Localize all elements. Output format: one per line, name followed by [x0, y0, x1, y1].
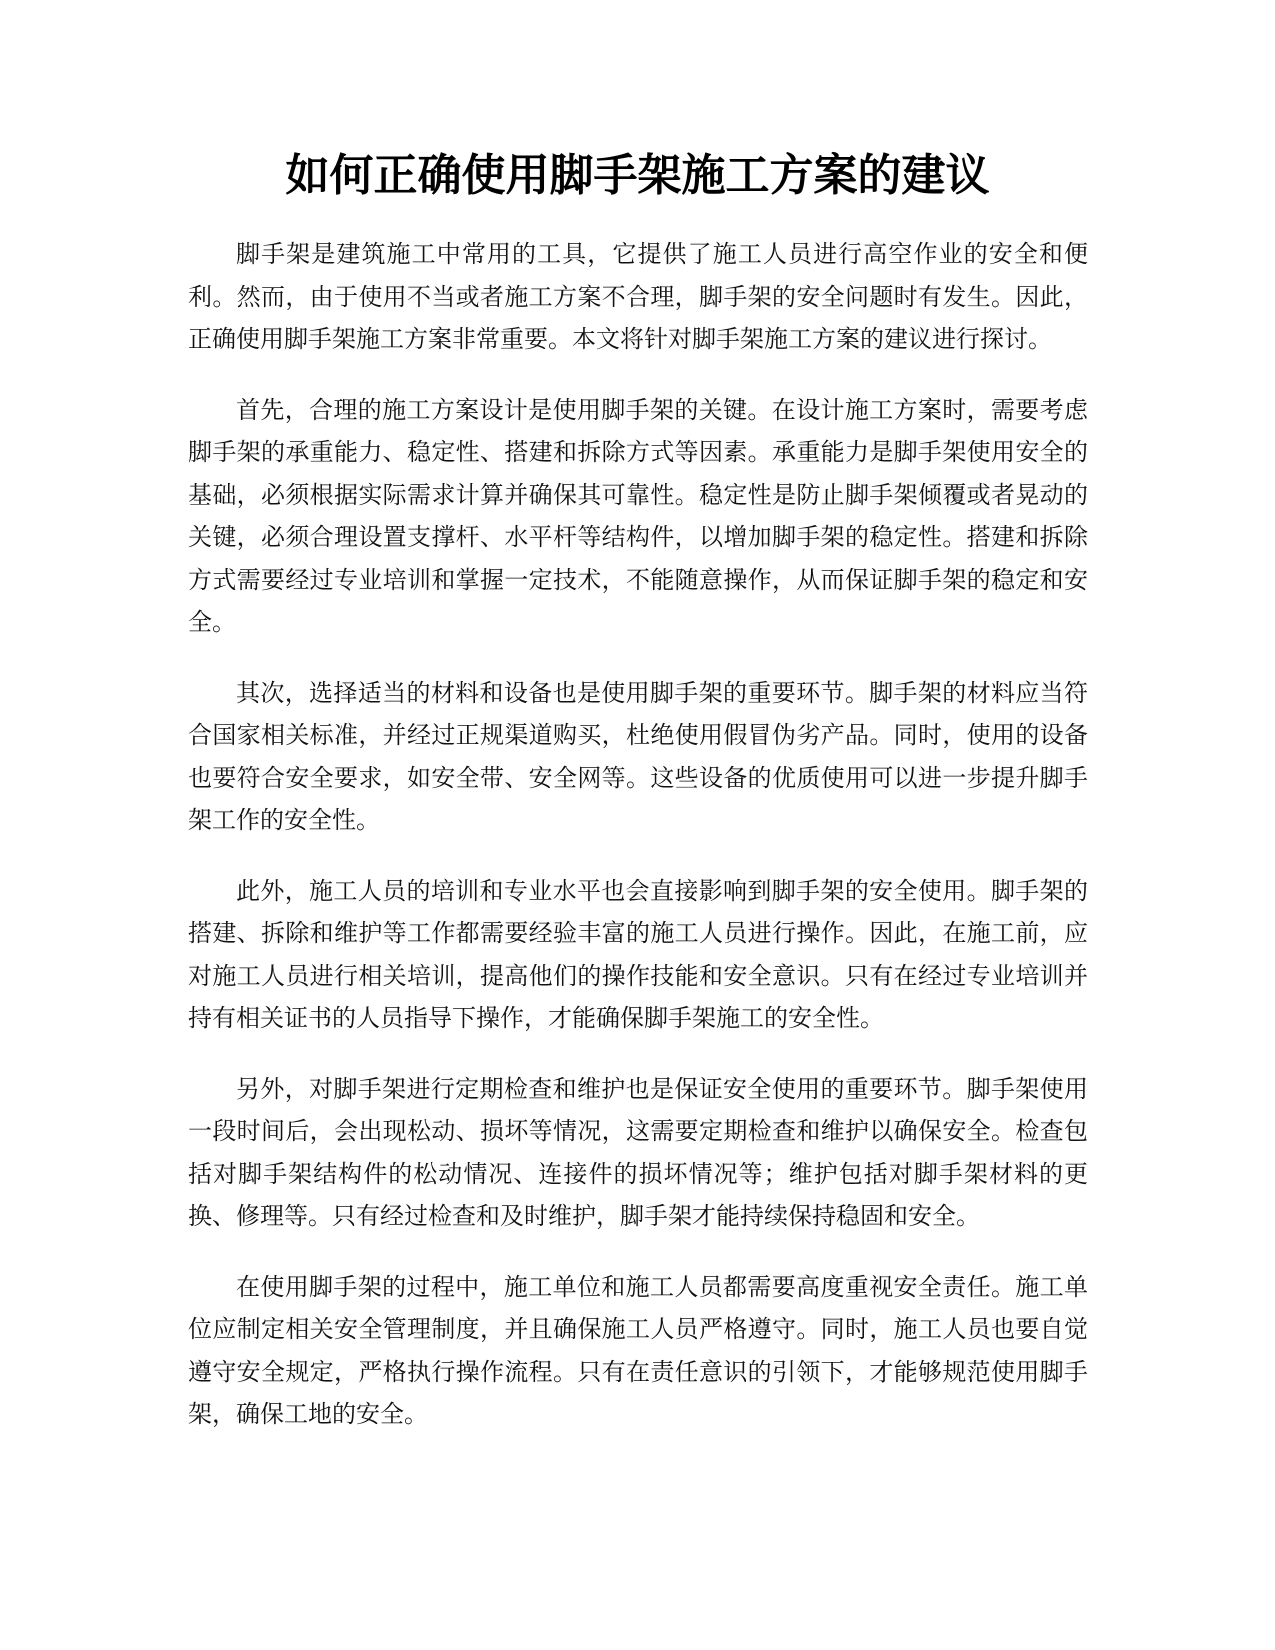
document-body: [188, 233, 1088, 1464]
paragraph-training: 此外，施工人员的培训和专业水平也会直接影响到脚手架的安全使用。脚手架的搭建、拆除和维护等工作都需要经验丰富的施工人员进行操作。因此，在施工前，应对施工人员进行相关培训，提高他们的操作技能和安全意识。只有在经过专业培训并持有相关证书的人员指导下操作，才能确保脚手架施工的安全性。: [188, 876, 1088, 1032]
paragraph-inspection: 另外，对脚手架进行定期检查和维护也是保证安全使用的重要环节。脚手架使用一段时间后，会出现松动、损坏等情况，这需要定期检查和维护以确保安全。检查包括对脚手架结构件的松动情况、连接件的损坏情况等；维护包括对脚手架材料的更换、修理等。只有经过检查和及时维护，脚手架才能持续保持稳固和安全。: [188, 1074, 1088, 1230]
paragraph-design: 首先，合理的施工方案设计是使用脚手架的关键。在设计施工方案时，需要考虑脚手架的承重能力、稳定性、搭建和拆除方式等因素。承重能力是脚手架使用安全的基础，必须根据实际需求计算并确保其可靠性。稳定性是防止脚手架倾覆或者晃动的关键，必须合理设置支撑杆、水平杆等结构件，以增加脚手架的稳定性。搭建和拆除方式需要经过专业培训和掌握一定技术，不能随意操作，从而保证脚手架的稳定和安全。: [188, 395, 1088, 636]
paragraph-intro: 脚手架是建筑施工中常用的工具，它提供了施工人员进行高空作业的安全和便利。然而，由于使用不当或者施工方案不合理，脚手架的安全问题时有发生。因此，正确使用脚手架施工方案非常重要。本文将针对脚手架施工方案的建议进行探讨。: [188, 240, 1088, 353]
document-title: 如何正确使用脚手架施工方案的建议: [285, 150, 990, 201]
paragraph-materials: 其次，选择适当的材料和设备也是使用脚手架的重要环节。脚手架的材料应当符合国家相关标准，并经过正规渠道购买，杜绝使用假冒伪劣产品。同时，使用的设备也要符合安全要求，如安全带、安全网等。这些设备的优质使用可以进一步提升脚手架工作的安全性。: [188, 678, 1088, 834]
paragraph-responsibility: 在使用脚手架的过程中，施工单位和施工人员都需要高度重视安全责任。施工单位应制定相关安全管理制度，并且确保施工人员严格遵守。同时，施工人员也要自觉遵守安全规定，严格执行操作流程。只有在责任意识的引领下，才能够规范使用脚手架，确保工地的安全。: [188, 1272, 1088, 1428]
